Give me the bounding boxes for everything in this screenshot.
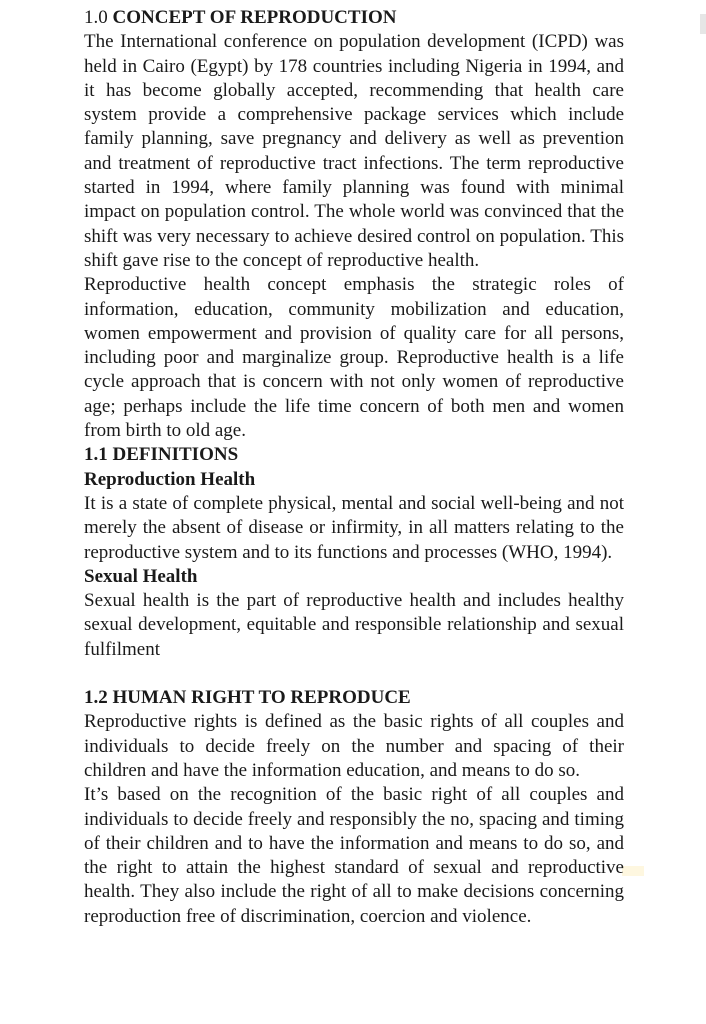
definition-term-sexual-health: Sexual Health (84, 565, 198, 587)
paragraph-reproductive-health-concept: Reproductive health concept emphasis the strategic roles of information, education, community mobilization and education, women empowerment and provision of quality care for all persons, including poor and marginalize group. Reproductive health is a life cycle approach that is concern with not only women of reproductive age; perhaps include the life time concern of both men and women from birth to old age. (84, 274, 624, 442)
section-title: CONCEPT OF REPRODUCTION (112, 7, 397, 28)
paragraph-icpd: The International conference on population development (ICPD) was held in Cairo (Egypt) by 178 countries including Nigeria in 1994, and it has become globally accepted, recommending that health care system provide a comprehensive package services which include family planning, save pregnancy and delivery as well as prevention and treatment of reproductive tract infections. The term reproductive started in 1994, where family planning was found with minimal impact on population control. The whole world was convinced that the shift was very necessary to achieve desired control on population. This shift gave rise to the concept of reproductive health. (84, 31, 624, 271)
section-heading-human-right: 1.2 HUMAN RIGHT TO REPRODUCE (84, 687, 411, 709)
section-number: 1.0 (84, 7, 108, 28)
section-spacer (84, 662, 624, 686)
document-page (84, 6, 624, 929)
definition-text-reproduction-health: It is a state of complete physical, mental and social well-being and not merely the absent of disease or infirmity, in all matters relating to the reproductive system and to its functions and processes (WHO, 1994). (84, 492, 624, 563)
paragraph-basic-right: It’s based on the recognition of the basic right of all couples and individuals to decide freely and responsibly the no, spacing and timing of their children and to have the information and means to do so, and the right to attain the highest standard of sexual and reproductive health. They also include the right of all to make decisions concerning reproduction free of discrimination, coercion and violence. (84, 784, 624, 927)
text-highlight-mark (622, 866, 644, 876)
definition-text-sexual-health: Sexual health is the part of reproductive health and includes healthy sexual development, equitable and responsible relationship and sexual fulfilment (84, 590, 624, 660)
page-edge-mark (700, 14, 706, 34)
section-heading-concept (84, 6, 624, 30)
definition-term-reproduction-health: Reproduction Health (84, 468, 256, 490)
paragraph-reproductive-rights: Reproductive rights is defined as the basic rights of all couples and individuals to decide freely on the number and spacing of their children and have the information education, and means to do so. (84, 711, 624, 781)
section-heading-definitions: 1.1 DEFINITIONS (84, 444, 239, 466)
